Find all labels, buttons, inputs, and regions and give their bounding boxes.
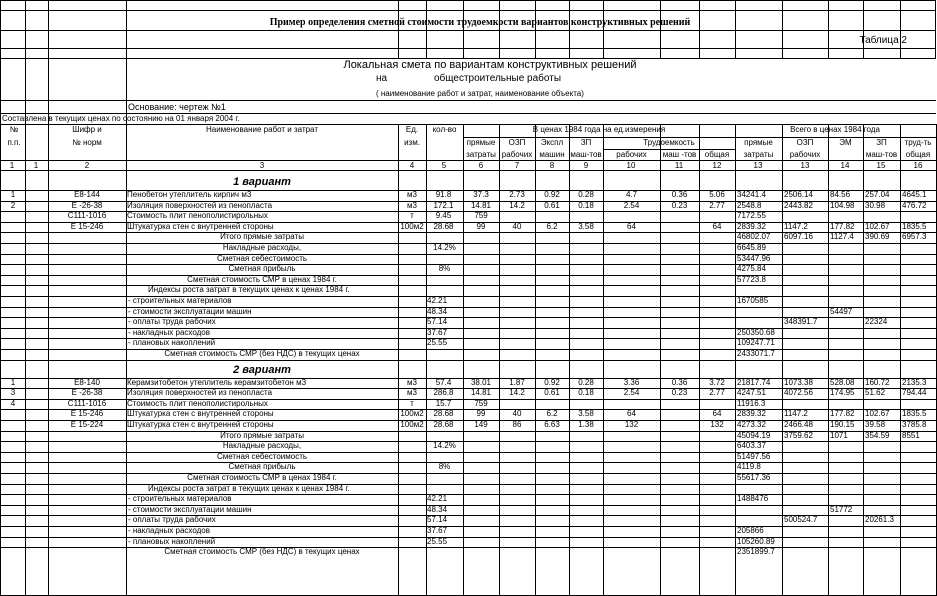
variant1-row-value: 0.92 <box>544 190 560 199</box>
variant1-row-value: 2839.32 <box>737 221 766 231</box>
column-number: 6 <box>478 161 484 170</box>
column-number: 2 <box>84 161 90 170</box>
variant1-row-value: 64 <box>712 221 722 231</box>
variant2-row-value: 11916.3 <box>737 398 766 408</box>
variant1-row-value: 102.67 <box>865 221 890 231</box>
col-t-mash: маш-тов <box>865 150 898 159</box>
basis-label: Основание: чертеж №1 <box>128 102 226 112</box>
variant1-row-value: 4645.1 <box>902 190 927 199</box>
variant1-index-label: - оплаты труда рабочих <box>128 317 216 327</box>
variant1-index-label: - плановых накоплений <box>128 338 216 348</box>
variant2-row-value: 190.15 <box>830 420 855 429</box>
variant1-row-value: 7172.55 <box>737 211 766 221</box>
variant2-row-value: 0.28 <box>578 377 594 387</box>
variant2-summary-value: 354.59 <box>865 430 890 440</box>
variant1-row-qty: 172.1 <box>433 200 454 210</box>
variant2-row-qty: 286.8 <box>433 388 454 398</box>
variant1-index-value: 42.21 <box>427 296 448 305</box>
variant2-index-total: 105260.89 <box>737 536 775 546</box>
variant2-summary-value: 6403.37 <box>737 441 766 451</box>
variant1-index-total: 250350.68 <box>737 327 775 337</box>
col-labor-total: общая <box>704 150 730 159</box>
variant1-row-name: Пенобетон утеплитель кирпич м3 <box>127 190 252 199</box>
variant2-row-unit: м3 <box>407 388 417 398</box>
col-t-em: ЭМ <box>839 138 852 147</box>
variant2-row-name: Изоляция поверхностей из пенопласта <box>127 388 273 398</box>
variant1-row-value: 257.04 <box>865 190 890 199</box>
variant1-summary-value: 4275.84 <box>737 264 766 274</box>
variant1-summary-value: 6645.89 <box>737 243 766 252</box>
col-t-total: общая <box>905 150 931 159</box>
variant2-index-total: 500524.7 <box>784 515 818 525</box>
variant2-row-cipher: Е8-140 <box>74 377 100 387</box>
variant1-row-value: 6.2 <box>546 221 558 231</box>
variant1-row-unit: 100м2 <box>400 221 424 231</box>
variant2-summary-value: 51497.56 <box>737 451 771 461</box>
variant1-title: 1 вариант <box>233 176 291 188</box>
variant2-row-cipher: Е 15-224 <box>70 420 104 429</box>
variant2-row-value: 3785.8 <box>902 420 927 429</box>
variant2-summary-label: Накладные расходы, <box>222 441 302 451</box>
variant2-row-value: 759 <box>474 398 488 408</box>
column-number: 16 <box>913 161 923 170</box>
variant1-index-value: 57.14 <box>427 317 448 327</box>
column-number: 9 <box>583 161 589 170</box>
variant2-row-value: 0.18 <box>578 388 594 398</box>
variant2-row-value: 6.63 <box>544 420 560 429</box>
variant2-row-num: 1 <box>10 377 16 387</box>
variant2-row-num: 3 <box>10 388 16 398</box>
variant1-summary-value: 53447.96 <box>737 253 771 263</box>
column-number: 5 <box>441 161 447 170</box>
variant1-row-value: 2548.8 <box>737 200 762 210</box>
col-mash-tov: маш-тов <box>570 150 602 159</box>
variant1-row-value: 3.58 <box>578 221 594 231</box>
variant1-index-label: - стоимости эксплуатации машин <box>128 306 252 316</box>
variant1-summary-label: Сметная прибыль <box>228 264 296 274</box>
variant1-row-value: 99 <box>476 221 486 231</box>
variant1-index-total: 54497 <box>830 306 853 316</box>
variant2-row-value: 21817.74 <box>737 377 771 387</box>
variant2-index-label: - накладных расходов <box>128 526 210 535</box>
variant2-row-value: 102.67 <box>865 409 890 419</box>
variant1-total-label: Сметная стоимость СМР (без НДС) в текущих ценах <box>164 349 360 358</box>
variant2-row-value: 0.23 <box>671 388 688 398</box>
variant1-summary-label: Индексы роста затрат в текущих ценах к ценах 1984 г. <box>148 285 350 295</box>
variant2-row-unit: 100м2 <box>400 409 424 419</box>
variant1-row-value: 2.77 <box>709 200 725 210</box>
col-machines: машин <box>539 150 565 159</box>
variant2-summary-label: Итого прямые затраты <box>220 430 304 440</box>
variant1-summary-label: Сметная себестоимость <box>216 253 308 263</box>
variant2-row-qty: 15.7 <box>435 398 452 408</box>
variant2-row-qty: 28.68 <box>433 420 454 429</box>
variant2-row-value: 149 <box>474 420 488 429</box>
prices-note: Составлена в текущих ценах по состоянию на 01 января 2004 г. <box>2 114 240 123</box>
variant1-row-value: 0.23 <box>671 200 688 210</box>
variant1-summary-label: Итого прямые затраты <box>220 232 304 242</box>
variant2-summary-label: Сметная прибыль <box>228 462 296 472</box>
variant2-row-qty: 28.68 <box>433 409 454 419</box>
variant2-row-value: 4273.32 <box>737 420 766 429</box>
variant1-row-value: 476.72 <box>902 200 927 210</box>
variant2-index-total: 20261.3 <box>865 515 894 525</box>
variant2-index-label: - стоимости эксплуатации машин <box>128 504 252 514</box>
col-t-direct: прямые <box>744 138 773 147</box>
variant2-row-value: 1835.5 <box>902 409 927 419</box>
variant2-row-value: 6.2 <box>546 409 558 419</box>
variant2-row-value: 177.82 <box>830 409 855 419</box>
variant1-row-cipher: Е -26-38 <box>71 200 103 210</box>
variant1-row-unit: м3 <box>407 200 417 210</box>
col-labor-mash: маш -тов <box>662 150 697 159</box>
variant2-index-value: 25.55 <box>427 536 448 546</box>
variant2-summary-value: 45094.19 <box>737 430 771 440</box>
variant1-total-value: 2433071.7 <box>737 349 775 358</box>
variant2-row-value: 174.95 <box>830 388 855 398</box>
variant2-row-cipher: Е -26-38 <box>71 388 103 398</box>
variant2-row-value: 4247.51 <box>737 388 766 398</box>
variant2-summary-value: 4119.8 <box>737 462 761 472</box>
variant2-total-label: Сметная стоимость СМР (без НДС) в текущих ценах <box>164 547 360 557</box>
variant2-index-label: - плановых накоплений <box>128 536 216 546</box>
variant1-row-value: 177.82 <box>830 221 855 231</box>
col-t-zp: ЗП <box>876 138 887 147</box>
variant2-row-value: 2135.3 <box>902 377 927 387</box>
variant2-row-unit: 100м2 <box>400 420 424 429</box>
variant2-row-value: 64 <box>712 409 722 419</box>
variant1-row-qty: 28.68 <box>433 221 454 231</box>
variant1-row-value: 2443.82 <box>784 200 813 210</box>
variant1-row-name: Штукатурка стен с внутренней стороны <box>127 221 274 231</box>
variant1-row-cipher: Е8-144 <box>74 190 100 199</box>
variant2-row-name: Штукатурка стен с внутренней стороны <box>127 420 274 429</box>
variant2-row-value: 2466.48 <box>784 420 813 429</box>
variant2-row-value: 160.72 <box>865 377 890 387</box>
variant1-summary-pct: 14.2% <box>433 243 456 252</box>
column-number: 13 <box>753 161 763 170</box>
variant2-total-value: 2351899.7 <box>737 547 775 557</box>
variant1-summary-value: 6957.3 <box>902 232 927 242</box>
variant1-summary-value: 6097.16 <box>784 232 813 242</box>
variant2-index-total: 1488476 <box>737 494 769 504</box>
variant2-row-value: 51.62 <box>865 388 886 398</box>
variant1-row-value: 0.28 <box>578 190 594 199</box>
column-number: 1 <box>9 161 15 170</box>
variant2-index-label: - оплаты труда рабочих <box>128 515 216 525</box>
col-num: № <box>9 125 19 134</box>
smeta-title: Локальная смета по вариантам конструктивных решений <box>343 59 637 71</box>
variant2-row-value: 4072.56 <box>784 388 813 398</box>
na-label: на <box>376 73 388 84</box>
col-total-group: Всего в ценах 1984 года <box>790 125 880 134</box>
variant2-row-value: 2.77 <box>709 388 725 398</box>
col-unit-prices-group: В ценах 1984 года на ед.измерения <box>532 125 666 134</box>
variant2-index-value: 42.21 <box>427 494 448 504</box>
col-norm: № норм <box>72 138 102 147</box>
column-number: 4 <box>409 161 415 170</box>
variant1-row-unit: м3 <box>407 190 417 199</box>
variant2-summary-label: Сметная себестоимость <box>216 451 308 461</box>
variant2-row-cipher: С111-1016 <box>67 398 107 408</box>
variant1-row-name: Стоимость плит пенополистирольных <box>127 211 268 221</box>
variant2-row-num: 4 <box>10 398 16 408</box>
variant2-row-value: 86 <box>512 420 522 429</box>
variant2-summary-value: 3759.62 <box>784 430 813 440</box>
variant2-row-name: Керамзитобетон утеплитель керамзитобетон м3 <box>127 377 307 387</box>
variant1-index-total: 348391.7 <box>784 317 818 327</box>
variant2-row-value: 0.61 <box>544 388 560 398</box>
works-hint: ( наименование работ и затрат, наименование объекта) <box>376 89 584 98</box>
col-workers: рабочих <box>501 150 533 159</box>
variant2-row-value: 132 <box>710 420 724 429</box>
variant1-summary-label: Сметная стоимость СМР в ценах 1984 г. <box>187 274 337 284</box>
col-costs: затраты <box>466 150 496 159</box>
variant1-row-value: 40 <box>512 221 522 231</box>
variant2-row-value: 528.08 <box>830 377 855 387</box>
variant1-index-total: 109247.71 <box>737 338 775 348</box>
column-number: 11 <box>674 161 684 170</box>
col-t-ozp: ОЗП <box>796 138 814 147</box>
variant2-index-value: 37.67 <box>427 526 448 535</box>
variant1-row-value: 104.98 <box>830 200 855 210</box>
column-number: 12 <box>712 161 722 170</box>
col-name: Наименование работ и затрат <box>205 125 318 134</box>
variant1-index-total: 1670585 <box>737 296 769 305</box>
col-unit: Ед. <box>405 125 419 134</box>
variant2-row-unit: м3 <box>407 377 417 387</box>
variant2-row-value: 39.58 <box>865 420 886 429</box>
column-number: 10 <box>626 161 636 170</box>
column-number: 8 <box>549 161 555 170</box>
col-direct: прямые <box>466 138 496 147</box>
variant2-title: 2 вариант <box>233 363 291 376</box>
variant1-summary-value: 57723.8 <box>737 274 766 284</box>
table-label: Таблица 2 <box>859 35 907 46</box>
variant1-row-name: Изоляция поверхностей из пенопласта <box>127 200 273 210</box>
variant1-row-value: 1835.5 <box>902 221 927 231</box>
variant2-row-cipher: Е 15-246 <box>70 409 104 419</box>
variant1-row-qty: 91.8 <box>435 190 452 199</box>
variant1-row-value: 0.61 <box>544 200 560 210</box>
variant1-index-value: 37.67 <box>427 327 448 337</box>
variant2-row-value: 3.72 <box>709 377 725 387</box>
variant1-summary-value: 1127.4 <box>830 232 854 242</box>
variant1-row-value: 4.7 <box>625 190 638 199</box>
variant1-row-value: 1147.2 <box>784 221 808 231</box>
variant2-index-label: - строительных материалов <box>128 494 232 504</box>
variant2-row-value: 2839.32 <box>737 409 766 419</box>
variant1-index-label: - строительных материалов <box>128 296 232 305</box>
variant2-row-qty: 57.4 <box>435 377 452 387</box>
variant2-row-value: 64 <box>627 409 636 419</box>
variant2-summary-pct: 14.2% <box>433 441 456 451</box>
variant2-row-value: 2.54 <box>623 388 640 398</box>
col-ozp: ОЗП <box>508 138 526 147</box>
variant2-index-total: 51772 <box>830 504 853 514</box>
variant2-summary-value: 55617.36 <box>737 473 771 482</box>
col-unit2: изм. <box>404 138 420 147</box>
variant2-row-value: 132 <box>624 420 639 429</box>
variant2-row-value: 14.2 <box>509 388 525 398</box>
variant2-index-value: 48.34 <box>427 504 448 514</box>
variant1-row-value: 84.56 <box>830 190 851 199</box>
page-title: Пример определения сметной стоимости трудоемкости вариантов конструктивных решений <box>269 17 691 28</box>
variant1-index-value: 48.34 <box>427 306 448 316</box>
variant1-row-value: 0.36 <box>671 190 688 199</box>
col-qty: кол-во <box>432 125 457 134</box>
variant1-row-value: 5.06 <box>709 190 725 199</box>
column-number: 7 <box>514 161 520 170</box>
variant2-row-value: 3.36 <box>623 377 640 387</box>
variant1-row-value: 37.3 <box>473 190 489 199</box>
col-zp: ЗП <box>580 138 592 147</box>
variant1-row-num: 2 <box>10 200 16 210</box>
variant1-index-label: - накладных расходов <box>128 327 210 337</box>
variant1-row-value: 30.98 <box>865 200 886 210</box>
variant2-row-unit: т <box>410 398 414 408</box>
variant1-row-value: 0.18 <box>578 200 594 210</box>
variant2-row-name: Штукатурка стен с внутренней стороны <box>127 409 274 419</box>
variant2-row-name: Стоимость плит пенополистирольных <box>127 398 268 408</box>
variant2-summary-pct: 8% <box>438 462 451 472</box>
variant1-index-total: 22324 <box>865 317 888 327</box>
variant1-row-value: 2.73 <box>509 190 525 199</box>
col-pp: п.п. <box>7 138 21 147</box>
col-labor: Трудоемкость <box>643 138 695 147</box>
variant1-index-value: 25.55 <box>427 338 448 348</box>
variant1-row-value: 2506.14 <box>784 190 813 199</box>
col-cipher: Шифр и <box>72 125 102 134</box>
column-number: 13 <box>800 161 810 170</box>
column-number: 15 <box>876 161 886 170</box>
variant2-summary-value: 1071 <box>830 430 848 440</box>
variant2-row-value: 14.81 <box>470 388 492 398</box>
col-labor-workers: рабочих <box>616 150 647 159</box>
variant2-row-value: 1073.38 <box>784 377 813 387</box>
variant2-row-value: 0.36 <box>671 377 688 387</box>
variant2-index-value: 57.14 <box>427 515 448 525</box>
variant1-row-qty: 9.45 <box>435 211 452 221</box>
variant2-row-value: 1.87 <box>509 377 525 387</box>
variant1-row-cipher: С111-1016 <box>67 211 107 221</box>
variant1-row-value: 759 <box>474 211 488 221</box>
variant1-row-cipher: Е 15-246 <box>70 221 104 231</box>
column-number: 1 <box>33 161 39 170</box>
works-label: общестроительные работы <box>434 73 562 84</box>
variant1-summary-value: 46802.07 <box>737 232 771 242</box>
column-number: 14 <box>840 161 850 170</box>
col-t-labor: труд-ть <box>904 138 932 147</box>
variant2-index-total: 205866 <box>737 526 764 535</box>
variant1-row-value: 2.54 <box>623 200 640 210</box>
variant2-row-value: 1.38 <box>578 420 594 429</box>
variant1-row-value: 64 <box>627 221 636 231</box>
variant2-row-value: 1147.2 <box>784 409 808 419</box>
variant2-summary-value: 8551 <box>902 430 920 440</box>
col-t-workers: рабочих <box>789 150 821 159</box>
variant2-row-value: 3.58 <box>578 409 594 419</box>
variant2-summary-label: Сметная стоимость СМР в ценах 1984 г. <box>187 473 337 482</box>
variant2-row-value: 99 <box>476 409 486 419</box>
column-number: 3 <box>259 161 265 170</box>
variant1-row-value: 14.2 <box>509 200 525 210</box>
variant2-summary-label: Индексы роста затрат в текущих ценах к ценах 1984 г. <box>148 483 350 493</box>
variant1-row-unit: т <box>410 211 414 221</box>
variant2-row-value: 0.92 <box>544 377 560 387</box>
variant1-summary-value: 390.69 <box>865 232 890 242</box>
variant2-row-value: 38.01 <box>470 377 492 387</box>
variant2-row-value: 40 <box>512 409 522 419</box>
variant2-row-value: 794.44 <box>902 388 927 398</box>
variant1-row-num: 1 <box>10 190 16 199</box>
variant1-summary-pct: 8% <box>438 264 451 274</box>
variant1-summary-label: Накладные расходы, <box>222 243 302 252</box>
variant1-row-value: 14.81 <box>470 200 492 210</box>
col-t-costs: затраты <box>743 150 774 159</box>
variant1-row-value: 34241.4 <box>737 190 766 199</box>
col-ekspl: Экспл <box>540 138 564 147</box>
